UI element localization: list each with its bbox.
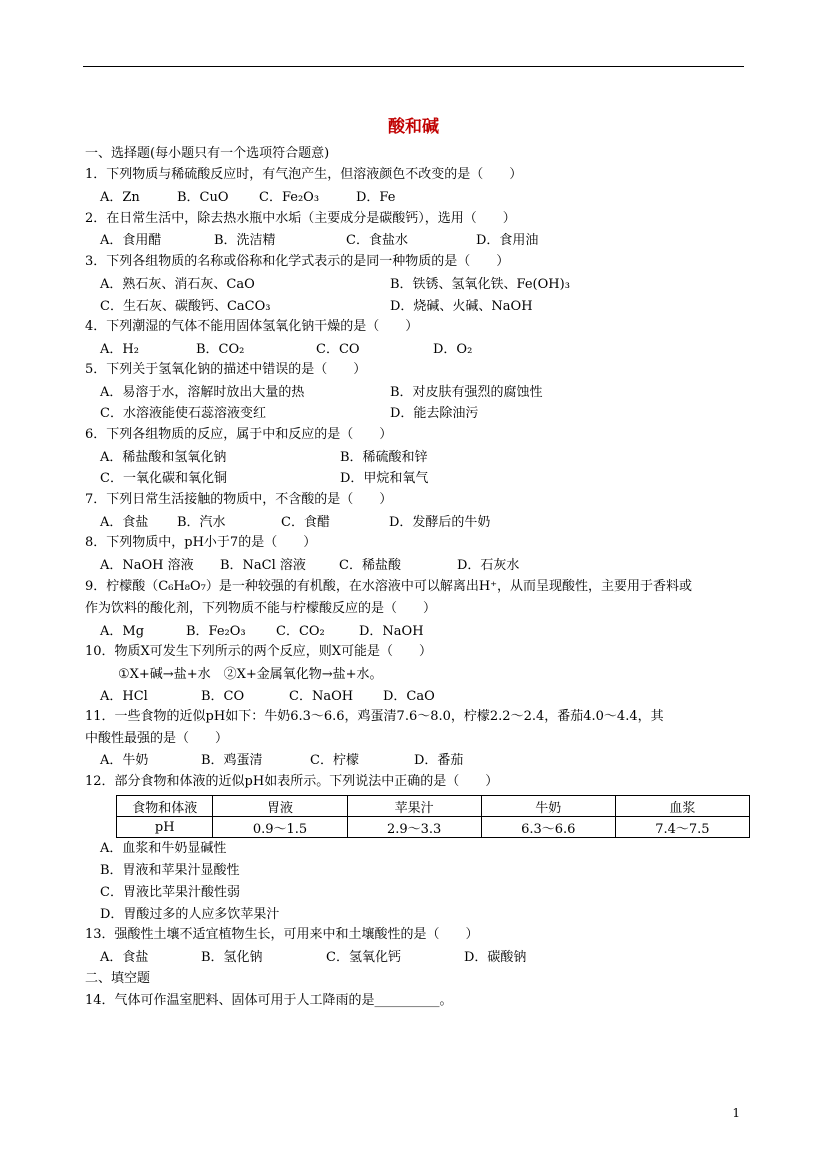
option: B．胃液和苹果汁显酸性	[100, 863, 240, 878]
option: A．牛奶	[100, 753, 149, 768]
option: D．O₂	[433, 342, 473, 357]
option: C．一氧化碳和氧化铜	[100, 471, 227, 486]
option: C．食醋	[281, 515, 330, 530]
option: D．发酵后的牛奶	[389, 515, 491, 530]
question-10: 10．物质X可发生下列所示的两个反应，则X可能是（ ）	[85, 644, 433, 659]
ph-table	[116, 795, 750, 838]
option: D．食用油	[476, 233, 539, 248]
option: D．胃酸过多的人应多饮苹果汁	[100, 907, 280, 922]
option: A．食用醋	[100, 233, 162, 248]
question-14: 14．气体可作温室肥料、固体可用于人工降雨的是__________。	[85, 993, 453, 1008]
table-cell: pH	[117, 817, 213, 838]
section-heading: 二、填空题	[85, 971, 151, 986]
table-cell: 2.9～3.3	[347, 817, 481, 838]
question-11-cont: 中酸性最强的是（ ）	[85, 731, 229, 746]
option: C．NaOH	[289, 689, 354, 704]
section-heading: 一、选择题(每小题只有一个选项符合题意)	[85, 146, 330, 161]
table-header-cell: 牛奶	[481, 796, 615, 817]
header-rule	[83, 66, 744, 67]
option: C．CO	[316, 342, 360, 357]
page-title: 酸和碱	[388, 117, 439, 137]
table-row	[117, 817, 750, 838]
option: C．食盐水	[346, 233, 408, 248]
question-12: 12．部分食物和体液的近似pH如表所示。下列说法中正确的是（ ）	[85, 774, 499, 789]
option: C．水溶液能使石蕊溶液变红	[100, 406, 266, 421]
table-header-cell: 苹果汁	[347, 796, 481, 817]
option: B．Fe₂O₃	[186, 624, 246, 639]
question-3: 3．下列各组物质的名称或俗称和化学式表示的是同一种物质的是（ ）	[85, 254, 510, 269]
option: D．Fe	[356, 190, 396, 205]
option: B．铁锈、氢氧化铁、Fe(OH)₃	[390, 277, 570, 292]
option: B．鸡蛋清	[201, 753, 263, 768]
option: C．生石灰、碳酸钙、CaCO₃	[100, 299, 271, 314]
option: C．柠檬	[310, 753, 359, 768]
question-2: 2．在日常生活中，除去热水瓶中水垢（主要成分是碳酸钙），选用（ ）	[85, 211, 516, 226]
option: A．血浆和牛奶显碱性	[100, 841, 227, 856]
option: D．能去除油污	[390, 406, 479, 421]
option: A．易溶于水，溶解时放出大量的热	[100, 385, 305, 400]
option: C．Fe₂O₃	[259, 190, 320, 205]
option: D．碳酸钠	[464, 950, 527, 965]
option: D．烧碱、火碱、NaOH	[390, 299, 533, 314]
option: A．H₂	[100, 342, 139, 357]
question-13: 13．强酸性土壤不适宜植物生长，可用来中和土壤酸性的是（ ）	[85, 927, 479, 942]
question-5: 5．下列关于氢氧化钠的描述中错误的是（ ）	[85, 362, 367, 377]
option: C．胃液比苹果汁酸性弱	[100, 885, 240, 900]
option: D．石灰水	[457, 558, 520, 573]
question-8: 8．下列物质中，pH小于7的是（ ）	[85, 535, 317, 550]
table-header-cell: 血浆	[615, 796, 749, 817]
option: B．稀硫酸和锌	[340, 450, 428, 465]
option: B．氢化钠	[201, 950, 263, 965]
question-4: 4．下列潮湿的气体不能用固体氢氧化钠干燥的是（ ）	[85, 319, 419, 334]
question-1: 1．下列物质与稀硫酸反应时，有气泡产生，但溶液颜色不改变的是（ ）	[85, 167, 523, 182]
option: A．Mg	[100, 624, 145, 639]
option: A．Zn	[100, 190, 140, 205]
option: D．NaOH	[359, 624, 424, 639]
option: B．CuO	[177, 190, 229, 205]
question-7: 7．下列日常生活接触的物质中，不含酸的是（ ）	[85, 492, 393, 507]
table-header-row	[117, 796, 750, 817]
option: C．氢氧化钙	[326, 950, 401, 965]
option: B．CO	[201, 689, 245, 704]
option: A．熟石灰、消石灰、CaO	[100, 277, 255, 292]
question-9-cont: 作为饮料的酸化剂，下列物质不能与柠檬酸反应的是（ ）	[85, 601, 437, 616]
table-header-cell: 食物和体液	[117, 796, 213, 817]
option: D．CaO	[383, 689, 435, 704]
question-10-reactions: ①X+碱→盐+水 ②X+金属氧化物→盐+水。	[118, 667, 383, 682]
option: D．番茄	[414, 753, 464, 768]
option: A．HCl	[100, 689, 148, 704]
question-6: 6．下列各组物质的反应，属于中和反应的是（ ）	[85, 427, 393, 442]
option: A．NaOH 溶液	[100, 558, 194, 573]
option: B．汽水	[177, 515, 226, 530]
table-header-cell: 胃液	[213, 796, 347, 817]
option: C．CO₂	[276, 624, 325, 639]
option: D．甲烷和氧气	[340, 471, 429, 486]
option: C．稀盐酸	[339, 558, 401, 573]
option: A．食盐	[100, 515, 149, 530]
option: B．洗洁精	[214, 233, 276, 248]
option: B．对皮肤有强烈的腐蚀性	[390, 385, 543, 400]
table-cell: 6.3～6.6	[481, 817, 615, 838]
table-cell: 7.4～7.5	[615, 817, 749, 838]
option: A．食盐	[100, 950, 149, 965]
page-number: 1	[732, 1106, 740, 1120]
option: B．CO₂	[196, 342, 245, 357]
question-9: 9．柠檬酸（C₆H₈O₇）是一种较强的有机酸，在水溶液中可以解离出H⁺，从而呈现酸性，主要用于香料或	[85, 579, 693, 594]
question-11: 11．一些食物的近似pH如下：牛奶6.3～6.6，鸡蛋清7.6～8.0，柠檬2.2～2.4，番茄4.0～4.4，其	[85, 709, 664, 724]
option: B．NaCl 溶液	[220, 558, 306, 573]
table-cell: 0.9～1.5	[213, 817, 347, 838]
option: A．稀盐酸和氢氧化钠	[100, 450, 227, 465]
